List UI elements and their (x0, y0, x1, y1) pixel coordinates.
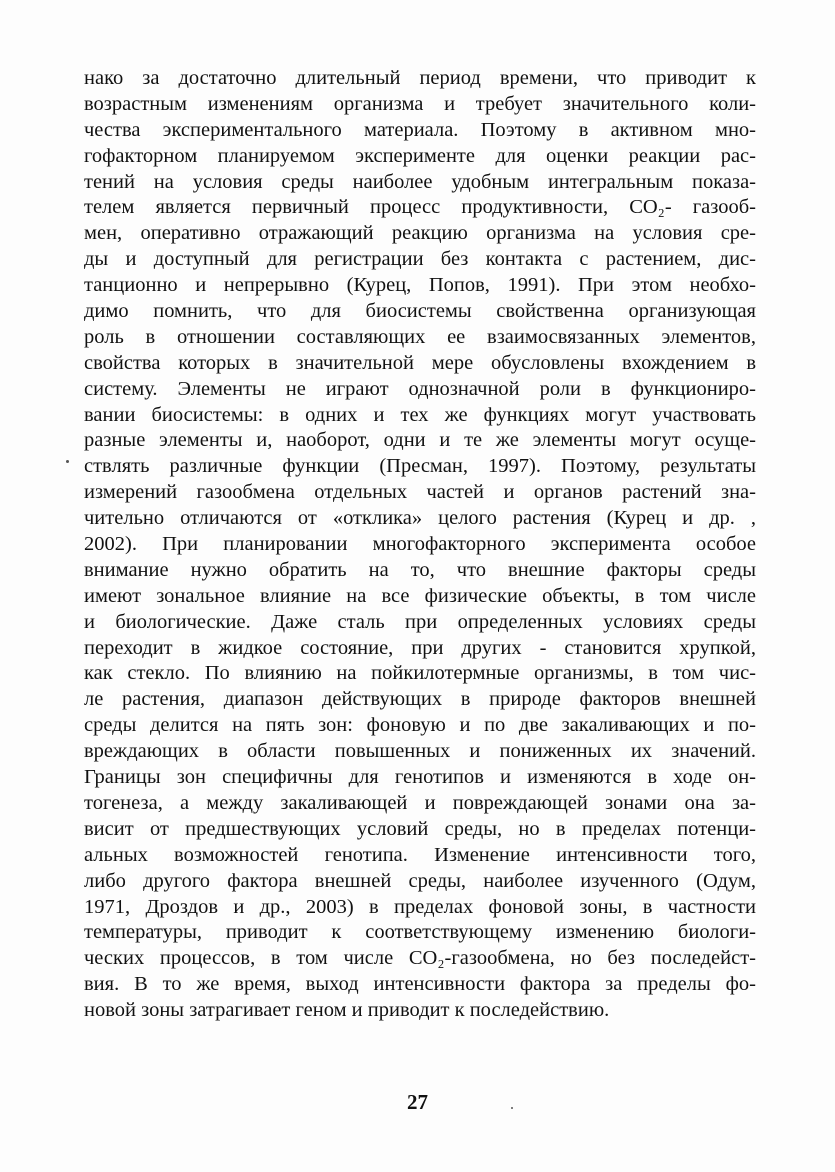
text-line: тений на условия среды наиболее удобным интегральным показа- (84, 170, 756, 193)
text-line: переходит в жидкое состояние, при других - становится хрупкой, (84, 636, 756, 659)
text-line: либо другого фактора внешней среды, наиболее изученного (Одум, (84, 869, 756, 892)
text-line: измерений газообмена отдельных частей и органов растений зна- (84, 481, 756, 504)
text-line: ческих процессов, в том числе CO₂-газообмена, но без последейст- (84, 947, 756, 970)
page-number: 27 (407, 1090, 428, 1114)
text-line: телем является первичный процесс продуктивности, CO₂- газооб- (84, 196, 756, 219)
text-line: имеют зональное влияние на все физические объекты, в том числе (84, 584, 756, 607)
text-line: ды и доступный для регистрации без контакта с растением, дис- (84, 248, 756, 271)
text-line: систему. Элементы не играют однозначной роли в функциониро- (84, 377, 756, 400)
text-line: вреждающих в области повышенных и пониженных их значений. (84, 740, 756, 763)
text-line: Границы зон специфичны для генотипов и изменяются в ходе он- (84, 766, 756, 789)
text-line: роль в отношении составляющих ее взаимосвязанных элементов, (84, 325, 756, 348)
text-line: 2002). При планировании многофакторного эксперимента особое (84, 533, 756, 556)
text-line: димо помнить, что для биосистемы свойственна организующая (84, 300, 756, 323)
text-line: свойства которых в значительной мере обусловлены вхождением в (84, 351, 756, 374)
text-line: мен, оперативно отражающий реакцию организма на условия сре- (84, 222, 756, 245)
text-line: висит от предшествующих условий среды, но в пределах потенци- (84, 817, 756, 840)
text-line: чительно отличаются от «отклика» целого растения (Курец и др. , (84, 507, 756, 530)
text-line: гофакторном планируемом эксперименте для оценки реакции рас- (84, 144, 756, 167)
text-line: нако за достаточно длительный период времени, что приводит к (84, 67, 756, 89)
text-line: чества экспериментального материала. Поэтому в активном мно- (84, 118, 756, 141)
body-text (84, 66, 756, 1024)
text-line: танционно и непрерывно (Курец, Попов, 1991). При этом необхо- (84, 274, 756, 297)
text-line: внимание нужно обратить на то, что внешние факторы среды (84, 558, 756, 581)
text-line: температуры, приводит к соответствующему изменению биологи- (84, 921, 756, 944)
text-line: вия. В то же время, выход интенсивности фактора за пределы фо- (84, 973, 756, 996)
text-line: вании биосистемы: в одних и тех же функциях могут участвовать (84, 403, 756, 426)
text-line: среды делится на пять зон: фоновую и по две закаливающих и по- (84, 714, 756, 737)
text-line: альных возможностей генотипа. Изменение интенсивности того, (84, 843, 756, 866)
text-line: тогенеза, а между закаливающей и повреждающей зонами она за- (84, 791, 756, 814)
text-line: ствлять различные функции (Пресман, 1997). Поэтому, результаты (84, 455, 756, 478)
text-line: возрастным изменениям организма и требует значительного коли- (84, 92, 756, 115)
text-line: новой зоны затрагивает геном и приводит к последействию. (84, 999, 610, 1022)
text-line: как стекло. По влиянию на пойкилотермные организмы, в том чис- (84, 662, 756, 685)
scan-speck (66, 460, 69, 463)
text-line: разные элементы и, наоборот, одни и те же элементы могут осуще- (84, 429, 756, 452)
text-line: 1971, Дроздов и др., 2003) в пределах фоновой зоны, в частности (84, 895, 756, 918)
text-line: и биологические. Даже сталь при определенных условиях среды (84, 610, 756, 633)
text-line: ле растения, диапазон действующих в природе факторов внешней (84, 688, 756, 711)
